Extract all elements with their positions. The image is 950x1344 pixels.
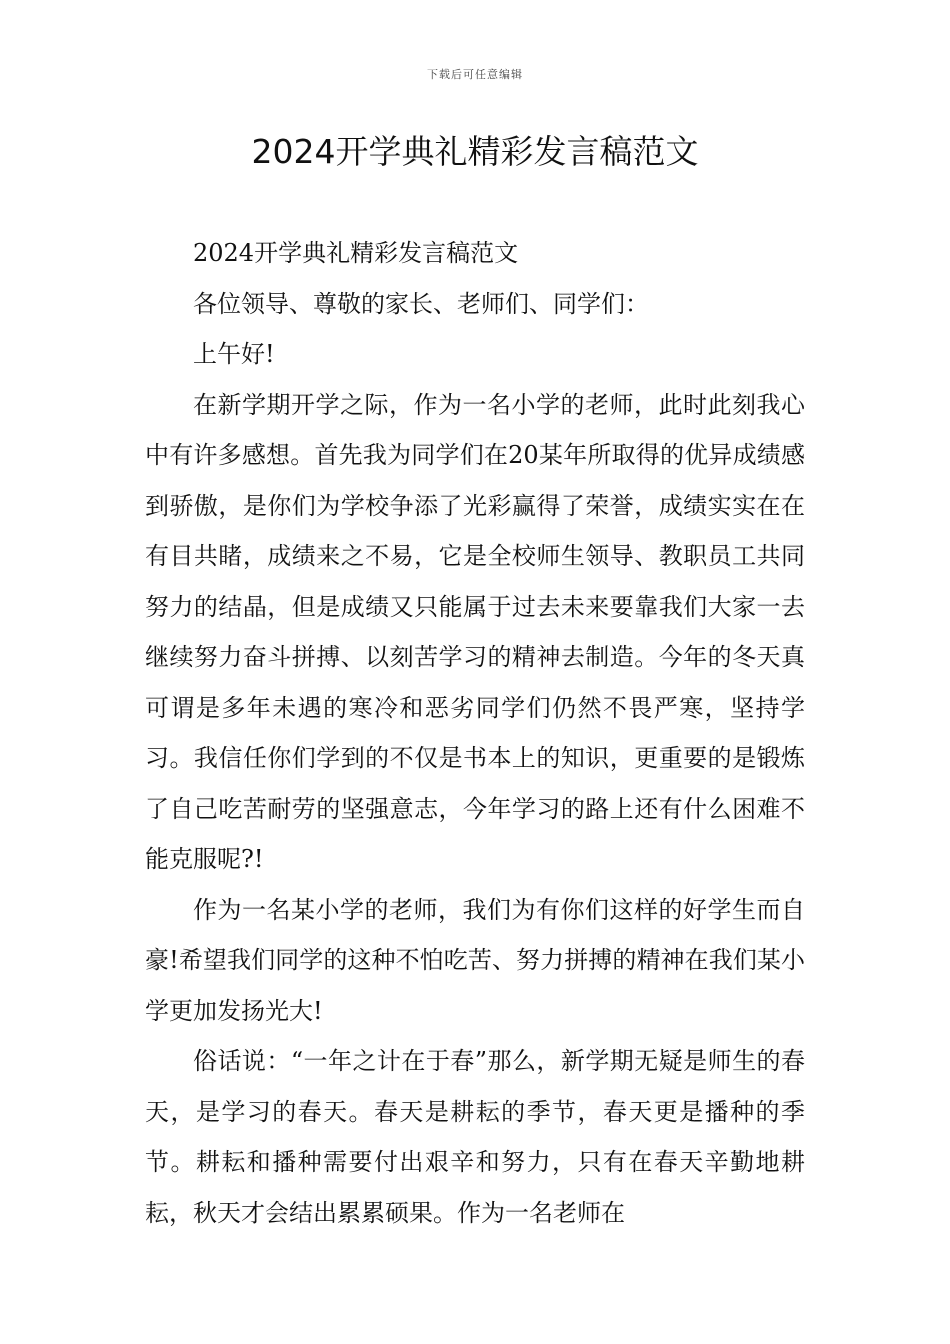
document-body <box>145 228 805 1238</box>
header-note: 下载后可任意编辑 <box>427 68 523 81</box>
paragraph-salutation: 各位领导、尊敬的家长、老师们、同学们： <box>193 289 649 318</box>
paragraph-body: 在新学期开学之际，作为一名小学的老师，此时此刻我心中有许多感想。首先我为同学们在20某年所取得的优异成绩感到骄傲，是你们为学校争添了光彩赢得了荣誉，成绩实实在在有目共睹，成绩来之不易，它是全校师生领导、教职员工共同努力的结晶，但是成绩又只能属于过去未来要靠我们大家一去继续努力奋斗拼搏、以刻苦学习的精神去制造。今年的冬天真可谓是多年未遇的寒冷和恶劣同学们仍然不畏严寒，坚持学习。我信任你们学到的不仅是书本上的知识，更重要的是锻炼了自己吃苦耐劳的坚强意志，今年学习的路上还有什么困难不能克服呢?! <box>145 390 805 873</box>
paragraph-body: 俗话说：“一年之计在于春”那么，新学期无疑是师生的春天，是学习的春天。春天是耕耘的季节，春天更是播种的季节。耕耘和播种需要付出艰辛和努力，只有在春天辛勤地耕耘，秋天才会结出累累硕果。作为一名老师在 <box>145 1047 805 1227</box>
paragraph-greeting: 上午好! <box>193 340 275 368</box>
document-title: 2024开学典礼精彩发言稿范文 <box>251 132 699 171</box>
paragraph-subtitle: 2024开学典礼精彩发言稿范文 <box>193 239 519 267</box>
paragraph-body: 作为一名某小学的老师，我们为有你们这样的好学生而自豪!希望我们同学的这种不怕吃苦、努力拼搏的精神在我们某小学更加发扬光大! <box>145 895 805 1025</box>
